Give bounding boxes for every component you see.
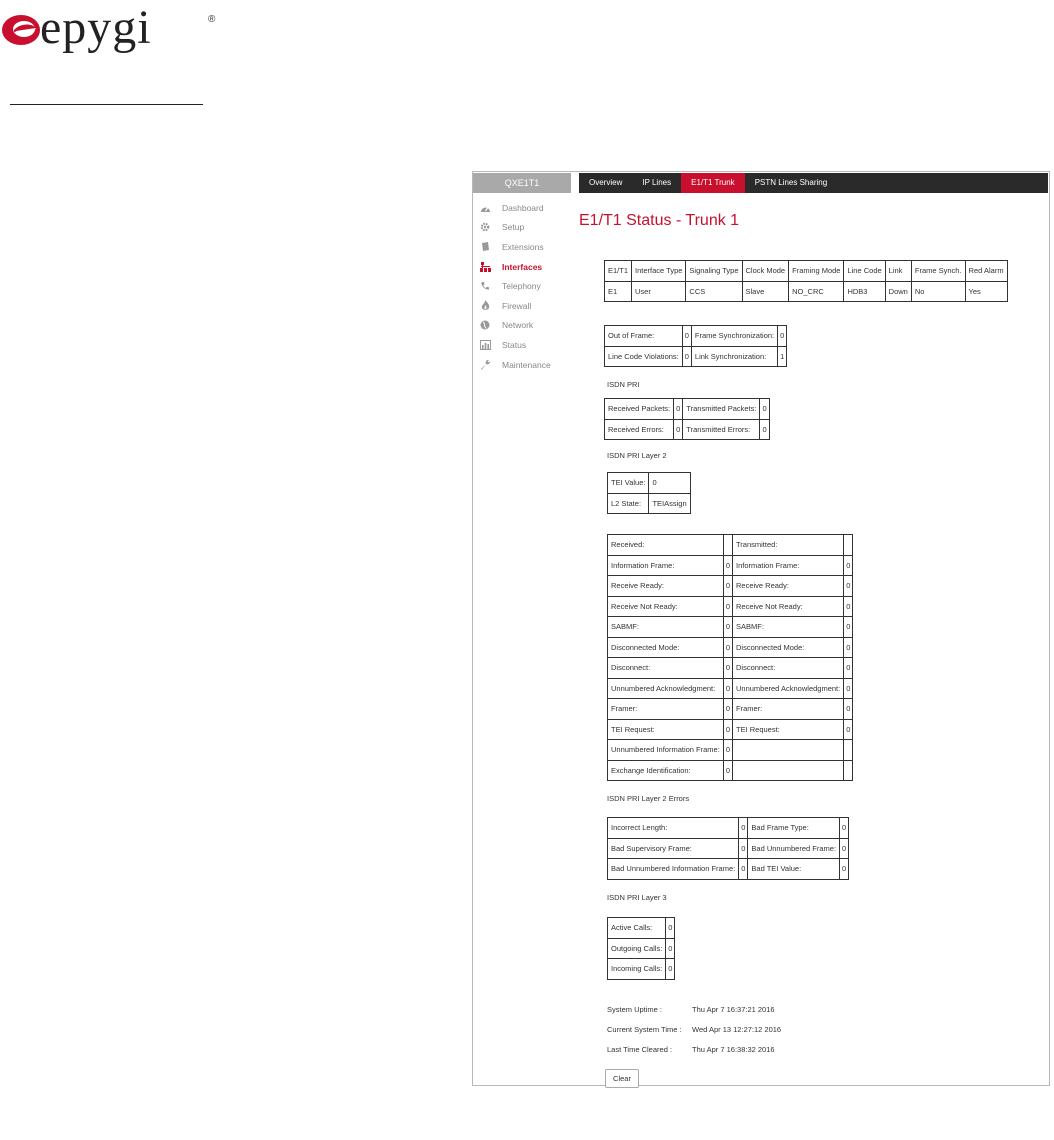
table-row bbox=[608, 473, 691, 494]
table-cell: 0 bbox=[723, 760, 732, 781]
table-row bbox=[608, 617, 853, 638]
table-row bbox=[608, 918, 675, 939]
table-cell: Bad TEI Value: bbox=[748, 859, 840, 880]
sidebar-item-label: Interfaces bbox=[502, 261, 543, 272]
table-cell: 0 bbox=[666, 918, 675, 939]
table-cell: 0 bbox=[760, 419, 769, 440]
table-cell: Information Frame: bbox=[732, 555, 843, 576]
table-cell: Receive Ready: bbox=[732, 576, 843, 597]
column-header: Red Alarm bbox=[965, 261, 1007, 282]
book-icon bbox=[478, 241, 492, 252]
last-time-cleared-label: Last Time Cleared : bbox=[607, 1045, 673, 1054]
table-cell: 0 bbox=[739, 859, 748, 880]
table-cell: 0 bbox=[844, 637, 853, 658]
table-cell: Bad Supervisory Frame: bbox=[608, 838, 739, 859]
last-time-cleared-value: Thu Apr 7 16:38:32 2016 bbox=[692, 1045, 775, 1054]
tab-ip-lines[interactable]: IP Lines bbox=[642, 178, 672, 187]
table-cell: E1 bbox=[605, 281, 632, 302]
sidebar-item-label: Setup bbox=[502, 222, 525, 233]
table-cell: 0 bbox=[666, 959, 675, 980]
column-header: Line Code bbox=[844, 261, 885, 282]
table-cell: Down bbox=[885, 281, 911, 302]
table-cell: NO_CRC bbox=[789, 281, 844, 302]
header-rule bbox=[10, 104, 203, 105]
table-cell: 0 bbox=[844, 678, 853, 699]
layer2-errors-table bbox=[607, 817, 849, 880]
page-title: E1/T1 Status - Trunk 1 bbox=[579, 212, 740, 229]
table-cell: 0 bbox=[723, 699, 732, 720]
network-nodes-icon bbox=[478, 261, 492, 272]
table-cell: TEIAssign bbox=[649, 493, 690, 514]
table-row bbox=[608, 959, 675, 980]
system-uptime-label: System Uptime : bbox=[607, 1005, 663, 1014]
table-cell: 0 bbox=[666, 938, 675, 959]
table-cell: 0 bbox=[840, 838, 849, 859]
sidebar bbox=[478, 198, 570, 374]
table-row bbox=[608, 596, 853, 617]
table-cell: Received Errors: bbox=[605, 419, 674, 440]
table-cell: 0 bbox=[723, 617, 732, 638]
table-cell bbox=[844, 535, 853, 556]
epygi-logo bbox=[0, 2, 220, 52]
table-cell: 0 bbox=[844, 596, 853, 617]
table-cell: Outgoing Calls: bbox=[608, 938, 666, 959]
current-system-time-row bbox=[607, 1025, 781, 1034]
sidebar-item-setup[interactable] bbox=[478, 218, 570, 238]
table-row bbox=[608, 859, 849, 880]
sidebar-item-dashboard[interactable] bbox=[478, 198, 570, 218]
table-cell: 0 bbox=[760, 399, 769, 420]
clear-button[interactable]: Clear bbox=[605, 1069, 639, 1088]
column-header: Interface Type bbox=[632, 261, 686, 282]
tab-e1t1-trunk[interactable]: E1/T1 Trunk bbox=[681, 173, 745, 193]
table-cell: 0 bbox=[674, 419, 683, 440]
table-cell: Link Synchronization: bbox=[691, 346, 777, 367]
table-row bbox=[605, 399, 770, 420]
table-row bbox=[605, 326, 787, 347]
current-system-time-label: Current System Time : bbox=[607, 1025, 682, 1034]
logo-wordmark: epygi bbox=[40, 1, 152, 54]
table-cell: 0 bbox=[778, 326, 787, 347]
column-header: Framing Mode bbox=[789, 261, 844, 282]
tab-pstn-lines-sharing[interactable]: PSTN Lines Sharing bbox=[754, 178, 828, 187]
trunk-status-table bbox=[604, 260, 1008, 302]
flame-icon bbox=[478, 300, 492, 311]
dashboard-icon bbox=[478, 202, 492, 213]
table-cell: 0 bbox=[723, 740, 732, 761]
table-cell: 0 bbox=[649, 473, 690, 494]
bar-chart-icon bbox=[478, 339, 492, 350]
table-header-row bbox=[605, 261, 1008, 282]
table-cell: Bad Unnumbered Frame: bbox=[748, 838, 840, 859]
table-cell bbox=[844, 740, 853, 761]
table-cell: Disconnected Mode: bbox=[732, 637, 843, 658]
isdn-pri-layer2-heading: ISDN PRI Layer 2 bbox=[607, 451, 667, 460]
table-row bbox=[605, 346, 787, 367]
sidebar-item-label: Status bbox=[502, 339, 527, 350]
table-cell: Transmitted Errors: bbox=[683, 419, 760, 440]
column-header: Clock Mode bbox=[742, 261, 789, 282]
table-cell: 0 bbox=[844, 699, 853, 720]
sidebar-item-interfaces[interactable] bbox=[478, 257, 570, 277]
table-cell: 0 bbox=[840, 859, 849, 880]
table-cell: Framer: bbox=[608, 699, 724, 720]
table-cell: Bad Unnumbered Information Frame: bbox=[608, 859, 739, 880]
table-cell: Framer: bbox=[732, 699, 843, 720]
table-cell: 0 bbox=[723, 637, 732, 658]
last-time-cleared-row bbox=[607, 1045, 775, 1054]
table-cell: 0 bbox=[844, 617, 853, 638]
table-cell: 0 bbox=[723, 678, 732, 699]
table-cell: Received Packets: bbox=[605, 399, 674, 420]
table-cell: 0 bbox=[739, 838, 748, 859]
table-row bbox=[608, 658, 853, 679]
table-cell: Receive Not Ready: bbox=[608, 596, 724, 617]
table-cell: Incorrect Length: bbox=[608, 818, 739, 839]
table-cell: 0 bbox=[739, 818, 748, 839]
table-cell: SABMF: bbox=[608, 617, 724, 638]
table-cell: 0 bbox=[682, 346, 691, 367]
table-cell: Disconnect: bbox=[732, 658, 843, 679]
layer3-table bbox=[607, 917, 675, 980]
table-row bbox=[608, 719, 853, 740]
isdn-pri-table bbox=[604, 398, 770, 440]
sidebar-item-label: Dashboard bbox=[502, 202, 544, 213]
table-cell: Receive Not Ready: bbox=[732, 596, 843, 617]
table-cell: 0 bbox=[723, 596, 732, 617]
table-cell: 0 bbox=[682, 326, 691, 347]
table-row bbox=[608, 760, 853, 781]
table-row bbox=[608, 818, 849, 839]
table-cell: Out of Frame: bbox=[605, 326, 683, 347]
table-cell: Transmitted Packets: bbox=[683, 399, 760, 420]
table-cell: 0 bbox=[723, 555, 732, 576]
table-cell: Receive Ready: bbox=[608, 576, 724, 597]
table-row bbox=[608, 699, 853, 720]
table-row bbox=[605, 419, 770, 440]
isdn-pri-layer3-heading: ISDN PRI Layer 3 bbox=[607, 893, 667, 902]
tab-bar bbox=[579, 173, 1048, 193]
table-cell: Disconnect: bbox=[608, 658, 724, 679]
table-cell: Line Code Violations: bbox=[605, 346, 683, 367]
table-cell: Incoming Calls: bbox=[608, 959, 666, 980]
table-row bbox=[608, 493, 691, 514]
app-window bbox=[472, 171, 1050, 1086]
sidebar-item-network[interactable] bbox=[478, 316, 570, 336]
table-cell: Yes bbox=[965, 281, 1007, 302]
system-uptime-row bbox=[607, 1005, 775, 1014]
table-cell bbox=[732, 760, 843, 781]
table-cell: L2 State: bbox=[608, 493, 649, 514]
sidebar-item-label: Telephony bbox=[502, 281, 541, 292]
gear-icon bbox=[478, 222, 492, 233]
table-cell: Unnumbered Acknowledgment: bbox=[608, 678, 724, 699]
table-cell: 0 bbox=[723, 719, 732, 740]
sidebar-item-extensions[interactable] bbox=[478, 237, 570, 257]
table-cell: Unnumbered Acknowledgment: bbox=[732, 678, 843, 699]
sidebar-item-maintenance[interactable] bbox=[478, 355, 570, 375]
tei-table bbox=[607, 472, 691, 514]
table-cell: 0 bbox=[674, 399, 683, 420]
column-header: Signaling Type bbox=[686, 261, 742, 282]
table-cell: User bbox=[632, 281, 686, 302]
table-cell bbox=[844, 760, 853, 781]
sidebar-item-label: Maintenance bbox=[502, 359, 551, 370]
frame-stats-table bbox=[604, 325, 787, 367]
sidebar-item-label: Network bbox=[502, 320, 534, 331]
table-row bbox=[608, 535, 853, 556]
table-cell: No bbox=[911, 281, 965, 302]
current-system-time-value: Wed Apr 13 12:27:12 2016 bbox=[692, 1025, 782, 1034]
sidebar-item-status[interactable] bbox=[478, 335, 570, 355]
sidebar-item-telephony[interactable] bbox=[478, 276, 570, 296]
layer2-frames-table bbox=[607, 534, 853, 781]
isdn-pri-layer2-errors-heading: ISDN PRI Layer 2 Errors bbox=[607, 794, 690, 803]
tab-overview[interactable]: Overview bbox=[589, 178, 623, 187]
table-cell: TEI Request: bbox=[608, 719, 724, 740]
table-row bbox=[608, 576, 853, 597]
table-cell: SABMF: bbox=[732, 617, 843, 638]
table-row bbox=[608, 555, 853, 576]
table-cell: 0 bbox=[840, 818, 849, 839]
table-cell: 0 bbox=[844, 555, 853, 576]
table-cell: 1 bbox=[778, 346, 787, 367]
table-cell: Transmitted: bbox=[732, 535, 843, 556]
table-cell: 0 bbox=[844, 576, 853, 597]
table-row bbox=[608, 678, 853, 699]
table-cell: Information Frame: bbox=[608, 555, 724, 576]
sidebar-item-label: Firewall bbox=[502, 300, 532, 311]
table-cell: 0 bbox=[723, 658, 732, 679]
table-cell bbox=[732, 740, 843, 761]
table-cell: Bad Frame Type: bbox=[748, 818, 840, 839]
table-row bbox=[608, 938, 675, 959]
system-uptime-value: Thu Apr 7 16:37:21 2016 bbox=[692, 1005, 775, 1014]
table-cell: TEI Value: bbox=[608, 473, 649, 494]
table-row bbox=[605, 281, 1008, 302]
table-row bbox=[608, 637, 853, 658]
registered-mark: ® bbox=[208, 14, 216, 25]
globe-icon bbox=[478, 320, 492, 331]
sidebar-item-firewall[interactable] bbox=[478, 296, 570, 316]
table-cell: Exchange Identification: bbox=[608, 760, 724, 781]
sidebar-item-label: Extensions bbox=[502, 241, 544, 252]
table-cell: Active Calls: bbox=[608, 918, 666, 939]
table-cell: 0 bbox=[844, 658, 853, 679]
isdn-pri-heading: ISDN PRI bbox=[607, 380, 640, 389]
wrench-icon bbox=[478, 359, 492, 370]
table-cell: TEI Request: bbox=[732, 719, 843, 740]
column-header: E1/T1 bbox=[605, 261, 632, 282]
table-row bbox=[608, 838, 849, 859]
epygi-swirl-icon bbox=[0, 6, 44, 50]
table-cell: Unnumbered Information Frame: bbox=[608, 740, 724, 761]
device-name: QXE1T1 bbox=[473, 173, 571, 193]
table-cell: HDB3 bbox=[844, 281, 885, 302]
table-cell: CCS bbox=[686, 281, 742, 302]
table-row bbox=[608, 740, 853, 761]
table-cell: Slave bbox=[742, 281, 789, 302]
table-cell: Frame Synchronization: bbox=[691, 326, 777, 347]
phone-icon bbox=[478, 281, 492, 292]
table-cell: Disconnected Mode: bbox=[608, 637, 724, 658]
column-header: Link bbox=[885, 261, 911, 282]
table-cell: 0 bbox=[723, 576, 732, 597]
table-cell bbox=[723, 535, 732, 556]
table-cell: Received: bbox=[608, 535, 724, 556]
column-header: Frame Synch. bbox=[911, 261, 965, 282]
table-cell: 0 bbox=[844, 719, 853, 740]
